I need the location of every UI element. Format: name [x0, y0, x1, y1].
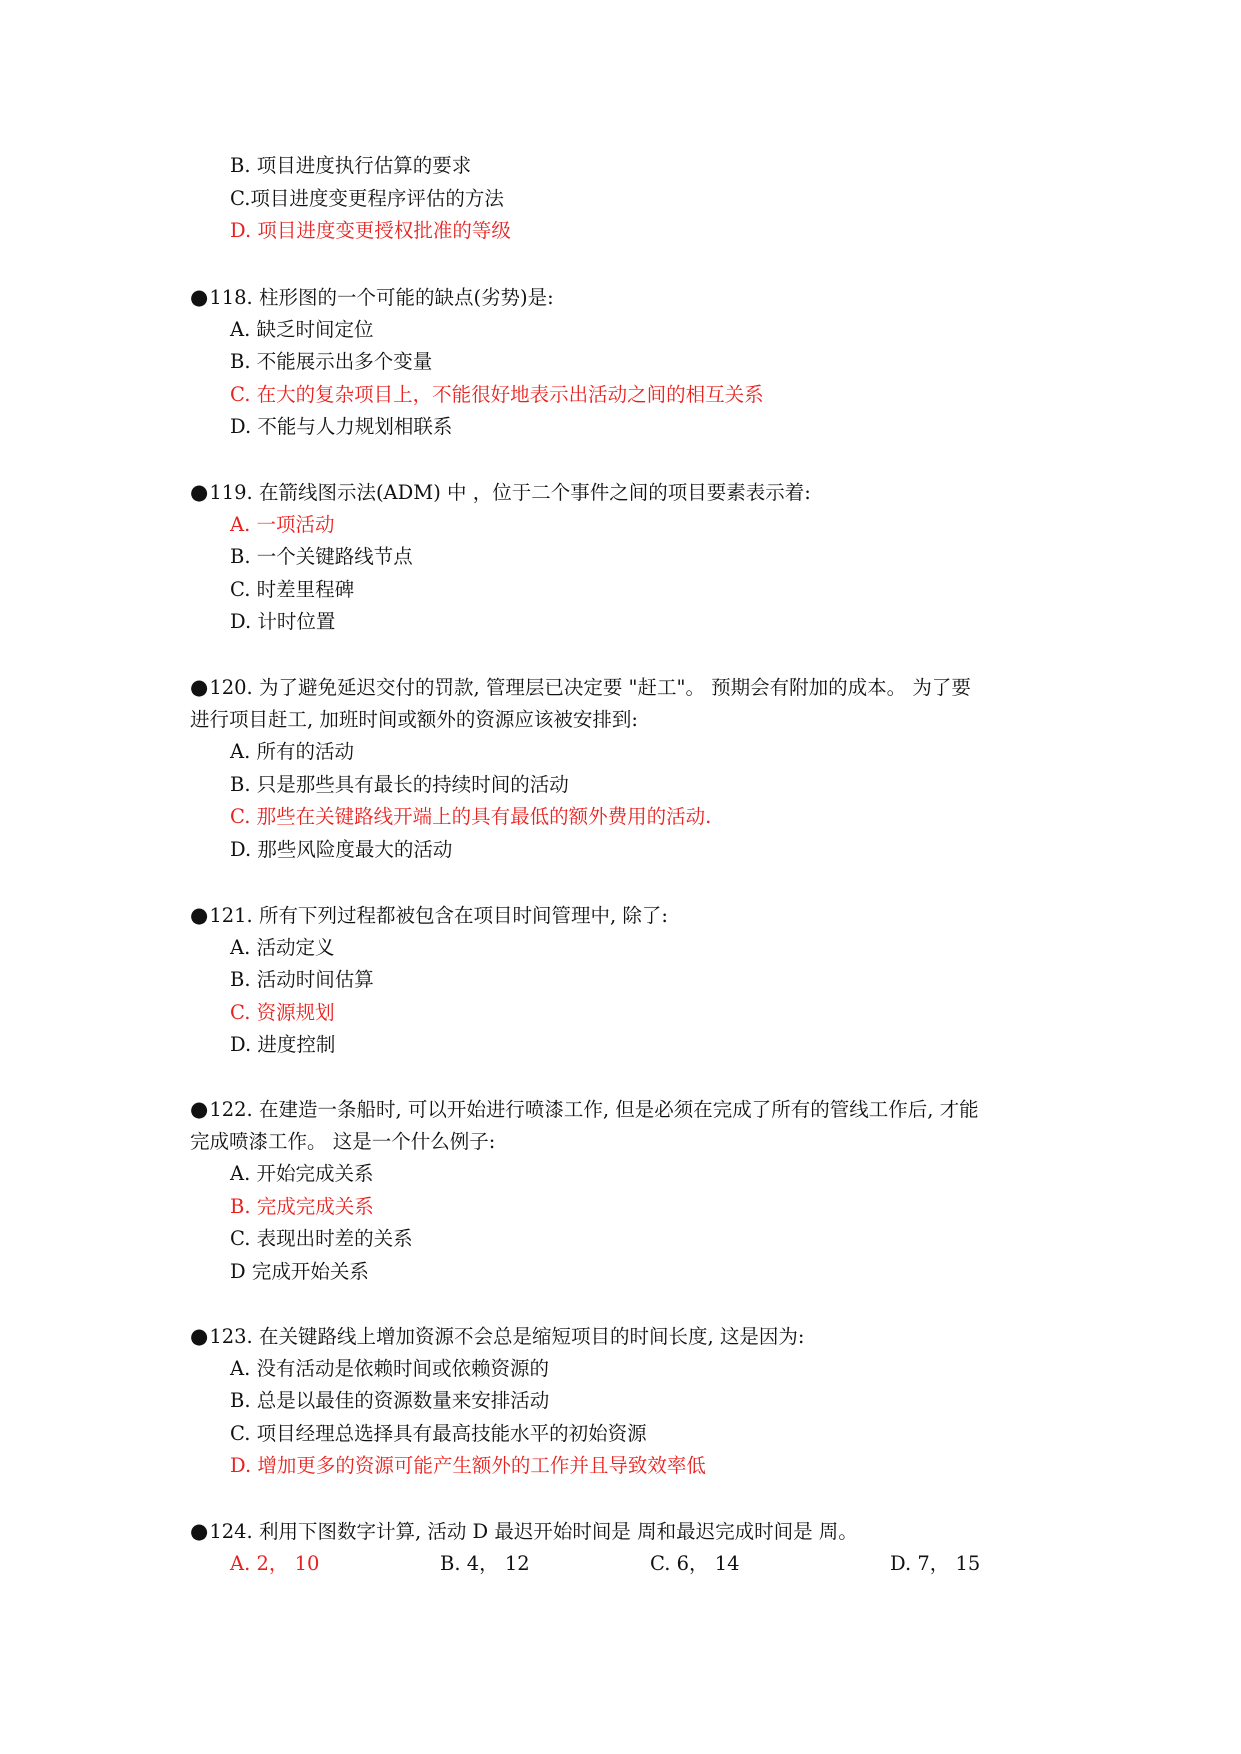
question-121	[190, 899, 1070, 1062]
option-a: A. 没有活动是依赖时间或依赖资源的	[230, 1356, 549, 1380]
option-d-answer: D. 项目进度变更授权批准的等级	[230, 219, 511, 242]
option-a: A. 开始完成关系	[230, 1162, 374, 1185]
option-b: B. 总是以最佳的资源数量来安排活动	[230, 1389, 550, 1412]
option-d: D. 7， 15	[890, 1551, 981, 1575]
question-stem: ●119. 在箭线图示法(ADM) 中 ，位于二个事件之间的项目要素表示着:	[190, 480, 811, 504]
bullet-icon: ●	[190, 285, 209, 309]
option-d: D 完成开始关系	[230, 1259, 369, 1283]
question-stem: ●120. 为了避免延迟交付的罚款, 管理层已决定要 "赶工"。 预期会有附加的成本。 为了要	[190, 675, 971, 699]
question-stem: ●118. 柱形图的一个可能的缺点(劣势)是:	[190, 285, 554, 309]
option-b-answer: B. 完成完成关系	[230, 1194, 374, 1218]
option-b: B. 项目进度执行估算的要求	[230, 154, 472, 177]
option-d-answer: D. 增加更多的资源可能产生额外的工作并且导致效率低	[230, 1454, 706, 1477]
option-c-answer: C. 资源规划	[230, 1000, 335, 1024]
option-c: C. 6， 14	[650, 1551, 740, 1575]
bullet-icon: ●	[190, 480, 209, 504]
question-stem: ●121. 所有下列过程都被包含在项目时间管理中, 除了:	[190, 903, 668, 927]
bullet-icon: ●	[190, 1519, 209, 1543]
question-123	[190, 1320, 1070, 1483]
question-117-tail	[190, 150, 1070, 248]
option-d: D. 计时位置	[230, 610, 336, 633]
option-c-answer: C. 那些在关键路线开端上的具有最低的额外费用的活动.	[230, 805, 712, 828]
option-b: B. 一个关键路线节点	[230, 545, 413, 568]
question-122	[190, 1093, 1070, 1288]
option-b: B. 4， 12	[440, 1551, 530, 1575]
option-c: C. 表现出时差的关系	[230, 1227, 413, 1250]
bullet-icon: ●	[190, 903, 209, 927]
option-a-answer: A. 一项活动	[230, 512, 335, 536]
question-124	[190, 1515, 1070, 1580]
inline-options	[190, 1548, 1070, 1581]
option-b: B. 不能展示出多个变量	[230, 350, 433, 373]
option-d: D. 不能与人力规划相联系	[230, 415, 453, 438]
bullet-icon: ●	[190, 1324, 209, 1348]
question-stem: ●124. 利用下图数字计算, 活动 D 最迟开始时间是 周和最迟完成时间是 周。	[190, 1519, 858, 1543]
question-stem-continued: 进行项目赶工, 加班时间或额外的资源应该被安排到:	[190, 707, 638, 731]
bullet-icon: ●	[190, 1097, 209, 1121]
question-120	[190, 671, 1070, 866]
option-a: A. 活动定义	[230, 935, 335, 959]
question-stem: ●123. 在关键路线上增加资源不会总是缩短项目的时间长度, 这是因为:	[190, 1324, 805, 1348]
option-a: A. 所有的活动	[230, 740, 354, 763]
option-c: C. 时差里程碑	[230, 577, 355, 601]
option-a-answer: A. 2， 10	[230, 1551, 320, 1575]
option-a: A. 缺乏时间定位	[230, 317, 374, 341]
option-c: C.项目进度变更程序评估的方法	[230, 186, 504, 210]
question-stem-continued: 完成喷漆工作。 这是一个什么例子:	[190, 1129, 496, 1153]
bullet-icon: ●	[190, 675, 209, 699]
option-b: B. 活动时间估算	[230, 968, 374, 991]
option-b: B. 只是那些具有最长的持续时间的活动	[230, 772, 569, 796]
question-stem: ●122. 在建造一条船时, 可以开始进行喷漆工作, 但是必须在完成了所有的管线工作后, 才能	[190, 1097, 979, 1121]
option-c-answer: C. 在大的复杂项目上，不能很好地表示出活动之间的相互关系	[230, 382, 764, 406]
option-d: D. 进度控制	[230, 1033, 336, 1056]
option-d: D. 那些风险度最大的活动	[230, 837, 453, 861]
option-c: C. 项目经理总选择具有最高技能水平的初始资源	[230, 1421, 647, 1445]
question-118	[190, 281, 1070, 444]
question-119	[190, 476, 1070, 639]
